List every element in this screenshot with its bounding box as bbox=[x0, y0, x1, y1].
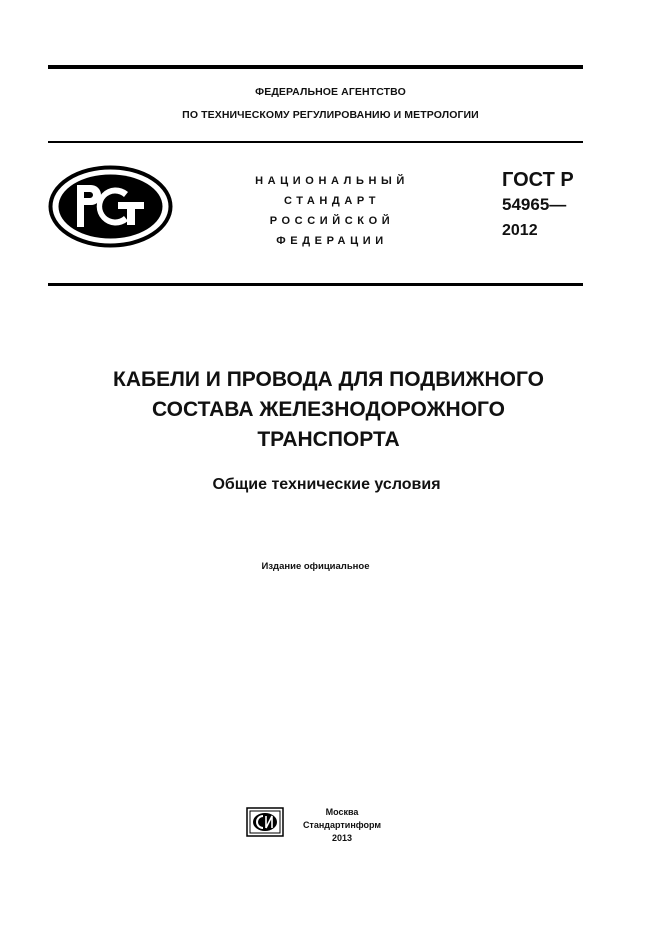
document-title bbox=[0, 365, 659, 455]
standard-type-line-3: РОССИЙСКОЙ bbox=[269, 215, 395, 227]
agency-line-2: ПО ТЕХНИЧЕСКОМУ РЕГУЛИРОВАНИЮ И МЕТРОЛОГИИ bbox=[182, 109, 479, 121]
publisher-year: 2013 bbox=[331, 833, 353, 843]
publisher-block bbox=[294, 806, 390, 845]
standard-type-line-2: СТАНДАРТ bbox=[283, 195, 381, 207]
standard-type-line-4: ФЕДЕРАЦИИ bbox=[276, 235, 388, 247]
gost-prefix: ГОСТ Р bbox=[502, 169, 574, 191]
rst-gost-logo-icon bbox=[48, 165, 173, 248]
header-rule bbox=[48, 141, 583, 143]
title-line-2: СОСТАВА ЖЕЛЕЗНОДОРОЖНОГО bbox=[151, 398, 506, 421]
title-line-1: КАБЕЛИ И ПРОВОДА ДЛЯ ПОДВИЖНОГО bbox=[113, 368, 544, 391]
gost-year: 2012 bbox=[502, 222, 538, 239]
standard-type-block bbox=[222, 171, 442, 251]
standard-type-line-1: НАЦИОНАЛЬНЫЙ bbox=[255, 175, 409, 187]
publisher-name: Стандартинформ bbox=[302, 820, 382, 830]
agency-line-1: ФЕДЕРАЛЬНОЕ АГЕНТСТВО bbox=[255, 86, 406, 98]
document-subtitle: Общие технические условия bbox=[212, 476, 441, 493]
edition-label: Издание официальное bbox=[261, 561, 370, 572]
section-rule bbox=[48, 283, 583, 286]
title-line-3: ТРАНСПОРТА bbox=[257, 428, 400, 451]
top-rule bbox=[48, 65, 583, 69]
standartinform-logo-icon bbox=[246, 807, 284, 837]
gost-number: 54965— bbox=[502, 195, 567, 214]
publisher-city: Москва bbox=[325, 807, 359, 817]
